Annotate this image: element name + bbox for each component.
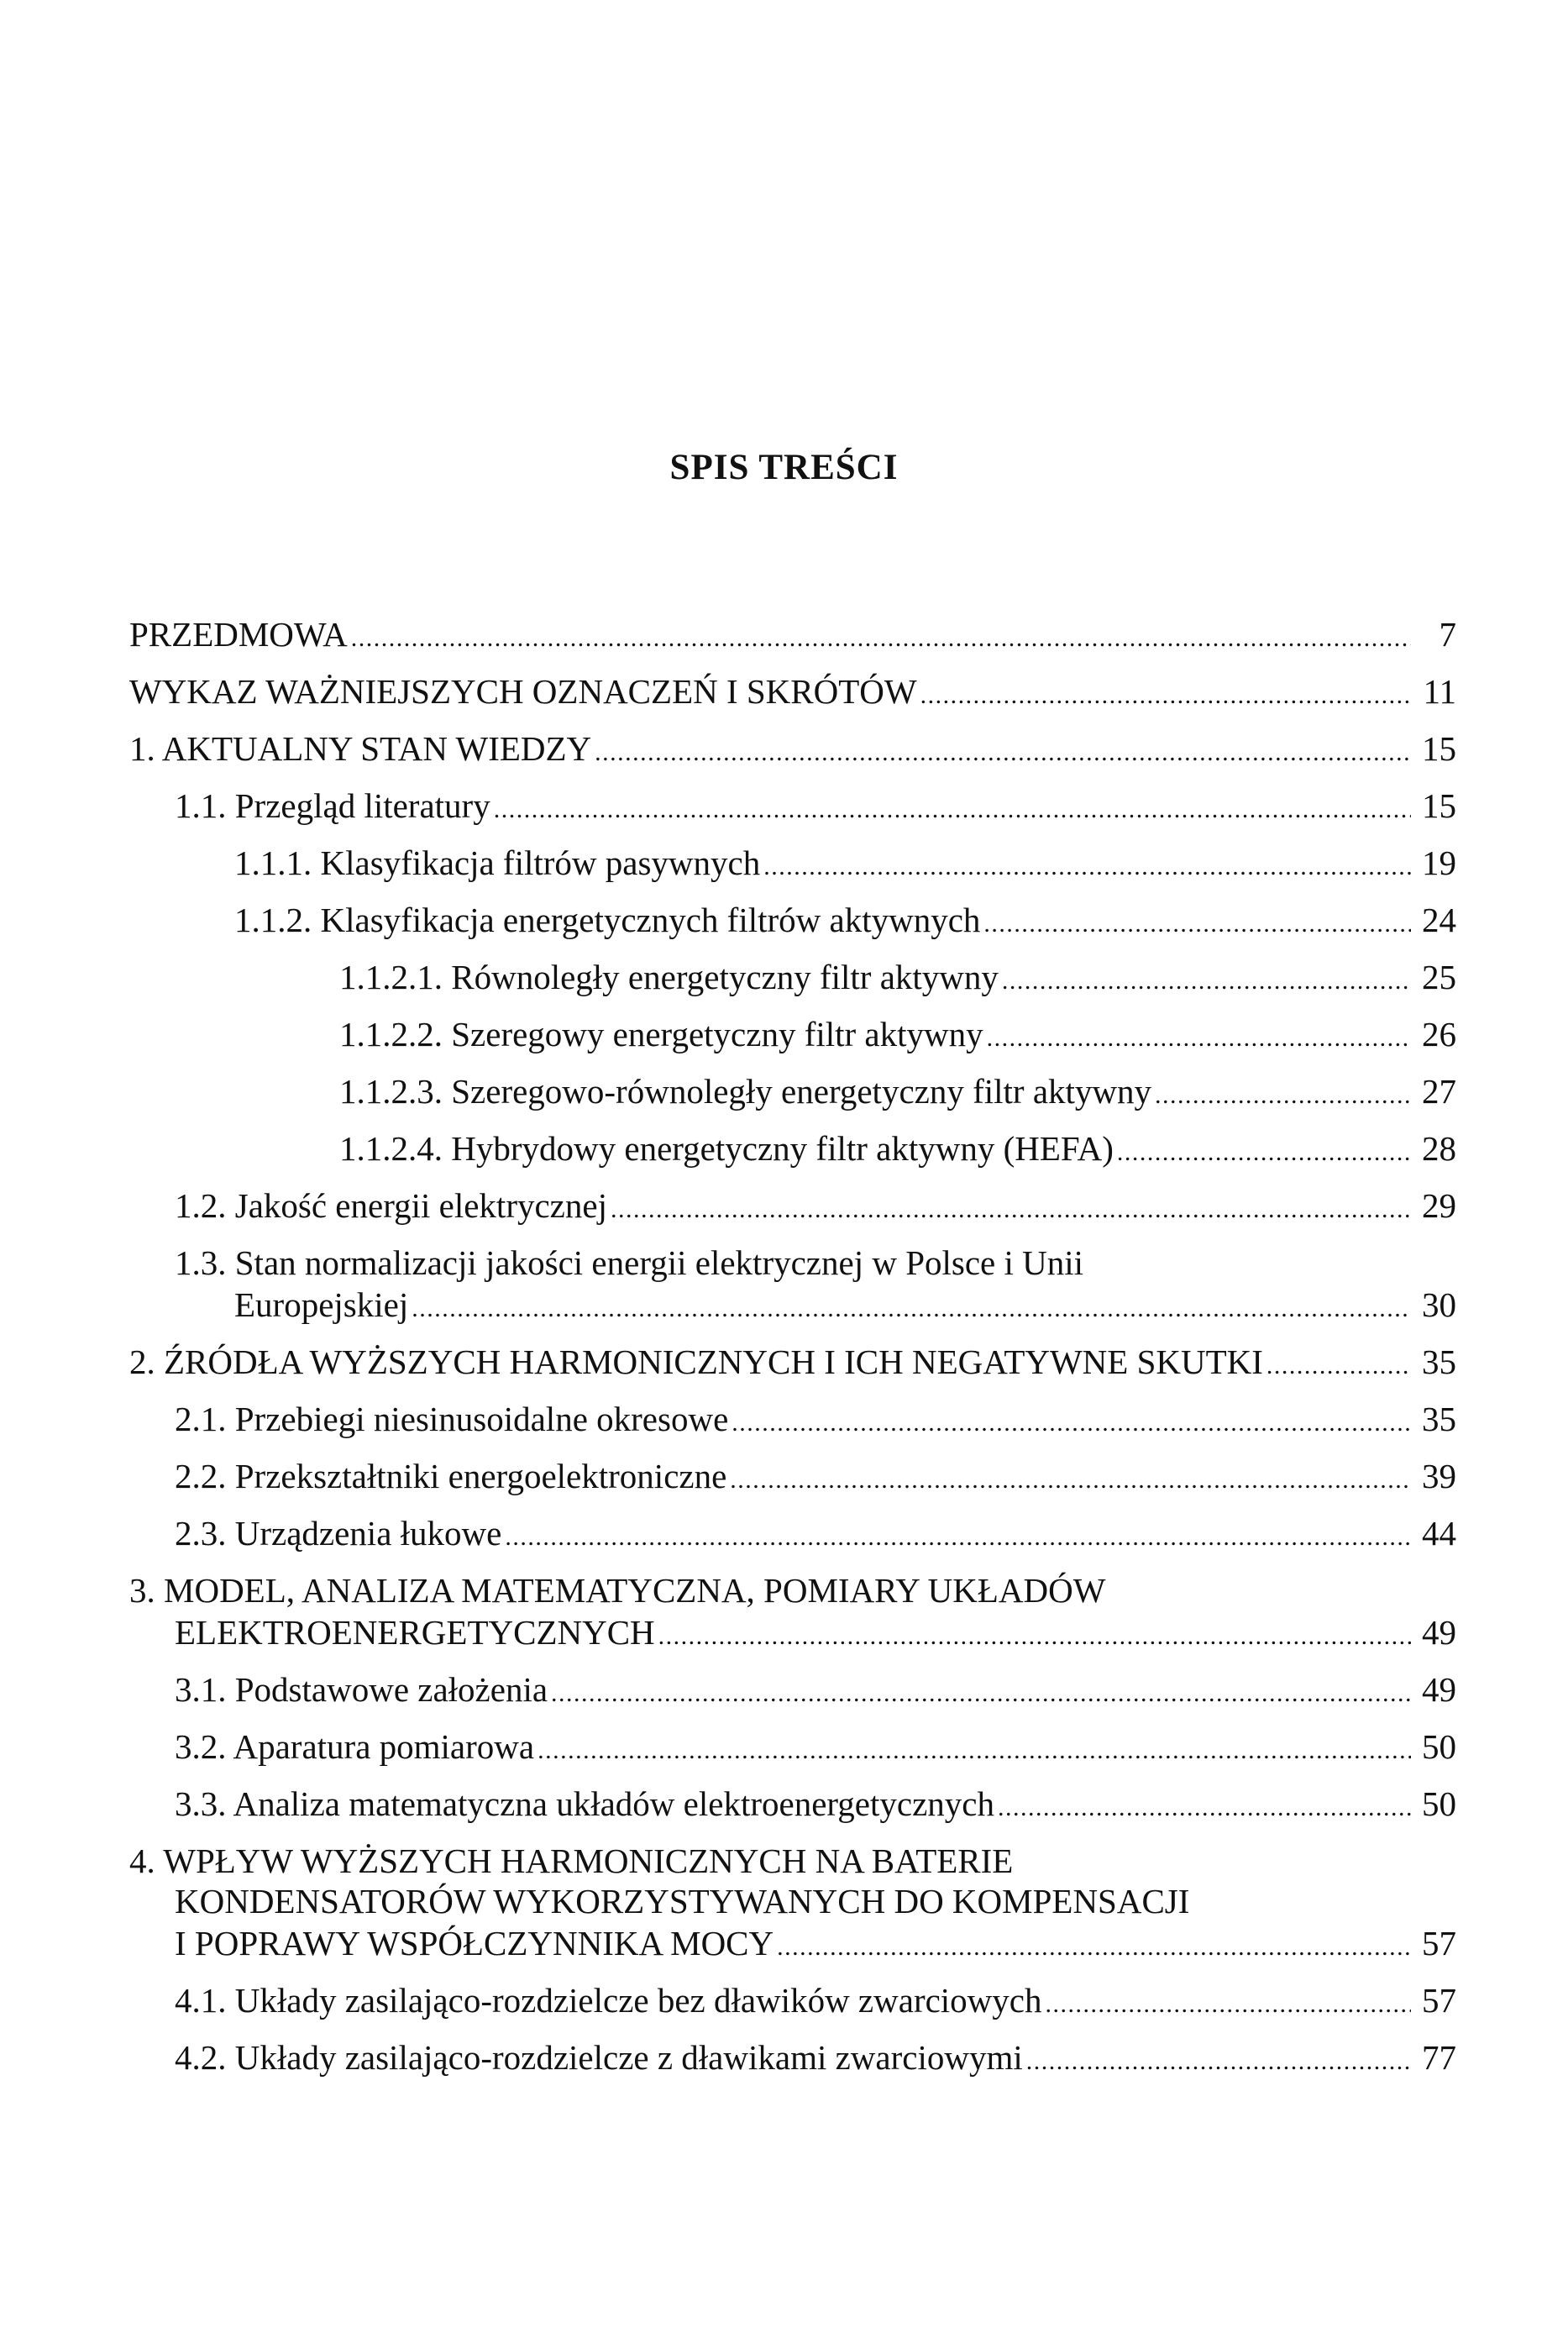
toc-page-number: 50 bbox=[1422, 1784, 1456, 1823]
toc-entry-text: 3.1. Podstawowe założenia bbox=[175, 1670, 548, 1709]
toc-leader-dots bbox=[777, 1922, 1411, 1968]
table-of-contents bbox=[129, 613, 1456, 2094]
toc-leader-dots bbox=[920, 670, 1411, 717]
toc-entry-text: 1.1.2.1. Równoległy energetyczny filtr aktywny bbox=[339, 958, 999, 996]
toc-entry-text: 2.3. Urządzenia łukowe bbox=[175, 1514, 502, 1553]
toc-page-number: 26 bbox=[1422, 1015, 1456, 1053]
toc-page-number: 50 bbox=[1422, 1727, 1456, 1766]
toc-entry-3-1[interactable] bbox=[129, 1668, 1456, 1726]
toc-entry-text: 1.1.1. Klasyfikacja filtrów pasywnych bbox=[234, 843, 761, 882]
toc-entry-2-2[interactable] bbox=[129, 1455, 1456, 1512]
toc-leader-dots bbox=[1026, 2036, 1411, 2083]
toc-entry-text: 1.3. Stan normalizacji jakości energii elektrycznej w Polsce i Unii bbox=[175, 1243, 1084, 1282]
toc-entry-text: 2. ŹRÓDŁA WYŻSZYCH HARMONICZNYCH I ICH NEGATYWNE SKUTKI bbox=[129, 1342, 1263, 1381]
toc-leader-dots bbox=[412, 1284, 1411, 1330]
toc-entry-text: 1. AKTUALNY STAN WIEDZY bbox=[129, 729, 592, 768]
toc-leader-dots bbox=[1155, 1070, 1411, 1116]
toc-entry-2-3[interactable] bbox=[129, 1512, 1456, 1569]
toc-page-number: 35 bbox=[1422, 1400, 1456, 1438]
toc-leader-dots bbox=[595, 728, 1411, 774]
toc-leader-dots bbox=[730, 1455, 1411, 1501]
toc-entry-text: WYKAZ WAŻNIEJSZYCH OZNACZEŃ I SKRÓTÓW bbox=[129, 672, 917, 711]
toc-entry-text: 2.2. Przekształtniki energoelektroniczne bbox=[175, 1457, 727, 1495]
toc-page-number: 25 bbox=[1422, 958, 1456, 996]
toc-leader-dots bbox=[732, 1398, 1411, 1444]
toc-entry-text: 4.2. Układy zasilająco-rozdzielcze z dławikami zwarciowymi bbox=[175, 2038, 1023, 2077]
toc-page-number: 24 bbox=[1422, 901, 1456, 939]
toc-entry-text: 2.1. Przebiegi niesinusoidalne okresowe bbox=[175, 1400, 729, 1438]
toc-entry-chapter-1[interactable] bbox=[129, 728, 1456, 785]
toc-entry-1-1-2-4[interactable] bbox=[129, 1127, 1456, 1185]
toc-entry-text: 3.2. Aparatura pomiarowa bbox=[175, 1727, 535, 1766]
toc-entry-text-continued: I POPRAWY WSPÓŁCZYNNIKA MOCY bbox=[175, 1924, 774, 1962]
toc-entry-text-continued: Europejskiej bbox=[234, 1285, 409, 1324]
toc-page-number: 49 bbox=[1422, 1670, 1456, 1709]
toc-entry-4-2[interactable] bbox=[129, 2036, 1456, 2094]
toc-entry-wykaz[interactable] bbox=[129, 670, 1456, 728]
toc-page-number: 15 bbox=[1422, 786, 1456, 825]
toc-leader-dots bbox=[611, 1185, 1411, 1231]
toc-entry-1-1-2-1[interactable] bbox=[129, 956, 1456, 1013]
toc-entry-1-2[interactable] bbox=[129, 1185, 1456, 1242]
toc-entry-chapter-2[interactable] bbox=[129, 1341, 1456, 1398]
toc-leader-dots bbox=[658, 1611, 1411, 1658]
toc-page-number: 35 bbox=[1422, 1342, 1456, 1381]
toc-entry-1-1[interactable] bbox=[129, 785, 1456, 842]
toc-page-number: 57 bbox=[1422, 1924, 1456, 1962]
toc-leader-dots bbox=[351, 613, 1411, 659]
toc-page-number: 49 bbox=[1422, 1613, 1456, 1652]
toc-leader-dots bbox=[551, 1668, 1411, 1715]
toc-leader-dots bbox=[1002, 956, 1411, 1002]
toc-page-number: 39 bbox=[1422, 1457, 1456, 1495]
toc-entry-text-continued: ELEKTROENERGETYCZNYCH bbox=[175, 1613, 655, 1652]
toc-entry-text: 1.1.2.2. Szeregowy energetyczny filtr aktywny bbox=[339, 1015, 983, 1053]
toc-entry-text: PRZEDMOWA bbox=[129, 615, 348, 654]
toc-entry-text: 4.1. Układy zasilająco-rozdzielcze bez dławików zwarciowych bbox=[175, 1981, 1042, 2020]
toc-entry-text: 3. MODEL, ANALIZA MATEMATYCZNA, POMIARY UKŁADÓW bbox=[129, 1571, 1106, 1610]
toc-page-number: 30 bbox=[1422, 1285, 1456, 1324]
toc-entry-text: 1.1.2.3. Szeregowo-równoległy energetyczny filtr aktywny bbox=[339, 1072, 1152, 1111]
toc-entry-1-1-2-2[interactable] bbox=[129, 1013, 1456, 1070]
toc-leader-dots bbox=[983, 899, 1411, 945]
toc-page-number: 15 bbox=[1422, 729, 1456, 768]
toc-entry-4-1[interactable] bbox=[129, 1979, 1456, 2036]
toc-page-number: 7 bbox=[1439, 615, 1456, 654]
toc-entry-chapter-4[interactable] bbox=[129, 1840, 1456, 1979]
toc-entry-text: 1.1. Przegląd literatury bbox=[175, 786, 490, 825]
toc-leader-dots bbox=[1117, 1127, 1411, 1174]
page-title: SPIS TREŚCI bbox=[669, 448, 899, 487]
toc-leader-dots bbox=[494, 785, 1411, 831]
toc-entry-3-2[interactable] bbox=[129, 1726, 1456, 1783]
toc-entry-2-1[interactable] bbox=[129, 1398, 1456, 1455]
toc-page-number: 11 bbox=[1423, 672, 1456, 711]
toc-entry-3-3[interactable] bbox=[129, 1783, 1456, 1840]
toc-entry-1-1-2-3[interactable] bbox=[129, 1070, 1456, 1127]
toc-entry-chapter-3[interactable] bbox=[129, 1569, 1456, 1668]
toc-entry-text: 1.2. Jakość energii elektrycznej bbox=[175, 1186, 607, 1225]
toc-entry-text-continued: KONDENSATORÓW WYKORZYSTYWANYCH DO KOMPENSACJI bbox=[175, 1882, 1190, 1920]
toc-leader-dots bbox=[505, 1512, 1411, 1558]
toc-page-number: 29 bbox=[1422, 1186, 1456, 1225]
toc-page-number: 57 bbox=[1422, 1981, 1456, 2020]
toc-leader-dots bbox=[1266, 1341, 1411, 1387]
toc-entry-1-1-1[interactable] bbox=[129, 842, 1456, 899]
toc-leader-dots bbox=[763, 842, 1411, 888]
toc-entry-text: 1.1.2. Klasyfikacja energetycznych filtrów aktywnych bbox=[234, 901, 981, 939]
toc-page-number: 77 bbox=[1422, 2038, 1456, 2077]
toc-leader-dots bbox=[998, 1783, 1411, 1829]
toc-page-number: 27 bbox=[1422, 1072, 1456, 1111]
toc-page-number: 19 bbox=[1422, 843, 1456, 882]
toc-leader-dots bbox=[538, 1726, 1411, 1772]
toc-entry-text: 4. WPŁYW WYŻSZYCH HARMONICZNYCH NA BATERIE bbox=[129, 1842, 1014, 1880]
toc-page-number: 44 bbox=[1422, 1514, 1456, 1553]
toc-leader-dots bbox=[987, 1013, 1411, 1059]
toc-leader-dots bbox=[1046, 1979, 1412, 2025]
toc-page-number: 28 bbox=[1422, 1129, 1456, 1168]
toc-entry-1-3[interactable] bbox=[129, 1242, 1456, 1341]
toc-entry-1-1-2[interactable] bbox=[129, 899, 1456, 956]
toc-entry-text: 1.1.2.4. Hybrydowy energetyczny filtr aktywny (HEFA) bbox=[339, 1129, 1114, 1168]
toc-entry-przedmowa[interactable] bbox=[129, 613, 1456, 670]
toc-entry-text: 3.3. Analiza matematyczna układów elektroenergetycznych bbox=[175, 1784, 994, 1823]
